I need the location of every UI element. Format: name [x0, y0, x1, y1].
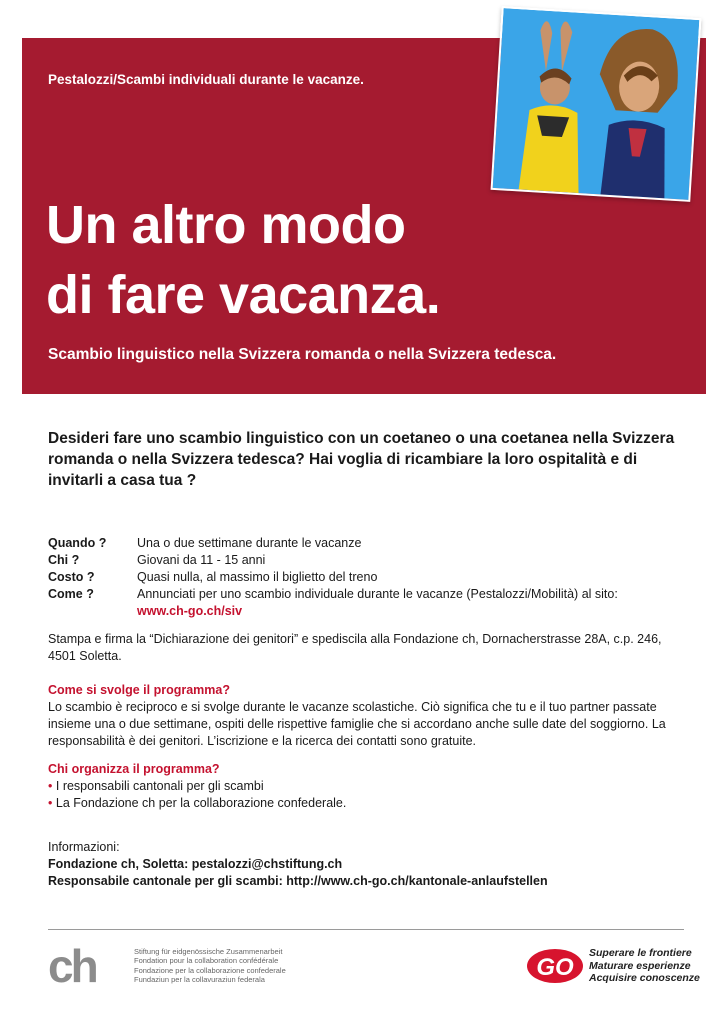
detail-row-chi — [48, 552, 688, 569]
detail-row-come — [48, 586, 688, 603]
foundation-names: Stiftung für eidgenössische Zusammenarbeit Fondation pour la collaboration confédérale Fondazione per la collaborazione confederale Fundaziun per la collavuraziun federala — [134, 947, 286, 984]
details-table — [48, 535, 688, 620]
registration-link[interactable]: www.ch-go.ch/siv — [137, 604, 243, 618]
detail-label: Quando ? — [48, 536, 107, 550]
photo-illustration — [493, 8, 700, 200]
detail-row-link — [48, 603, 688, 620]
two-teenagers-jumping-photo — [491, 6, 702, 202]
contact-foundation[interactable]: Fondazione ch, Soletta: pestalozzi@chstiftung.ch — [48, 857, 343, 871]
contact-cantonal[interactable]: Responsabile cantonale per gli scambi: http://www.ch-go.ch/kantonale-anlaufstellen — [48, 874, 548, 888]
program-subtitle: Pestalozzi/Scambi individuali durante le vacanze. — [48, 72, 364, 87]
contacts-label: Informazioni: — [48, 840, 120, 854]
organizza-item: • I responsabili cantonali per gli scambi — [48, 779, 264, 793]
programma-heading: Come si svolge il programma? — [48, 683, 230, 697]
contacts-section — [48, 839, 688, 890]
organizza-heading: Chi organizza il programma? — [48, 762, 220, 776]
go-logo-text: GO — [536, 954, 574, 981]
programma-section — [48, 682, 688, 750]
detail-value: Quasi nulla, al massimo il biglietto del treno — [137, 570, 378, 584]
detail-value: Una o due settimane durante le vacanze — [137, 536, 362, 550]
organizza-item: • La Fondazione ch per la collaborazione confederale. — [48, 796, 347, 810]
headline — [46, 190, 440, 330]
sign-note: Stampa e firma la “Dichiarazione dei genitori” e spediscila alla Fondazione ch, Dornacherstrasse 28A, c.p. 246, 4501 Soletta. — [48, 632, 662, 663]
detail-label: Costo ? — [48, 570, 95, 584]
lead-question: Desideri fare uno scambio linguistico con un coetaneo o una coetanea nella Svizzera romanda o nella Svizzera tedesca? Hai voglia di ricambiare la loro ospitalità e di invitarli a casa tua ? — [48, 430, 675, 489]
ch-logo — [48, 946, 124, 986]
detail-value: Annunciati per uno scambio individuale durante le vacanze (Pestalozzi/Mobilità) al sito: — [137, 587, 618, 601]
detail-label: Chi ? — [48, 553, 80, 567]
bullet-icon: • — [48, 779, 53, 793]
footer-divider — [48, 929, 684, 930]
programma-text: Lo scambio è reciproco e si svolge durante le vacanze scolastiche. Ciò significa che tu e il tuo partner passate insieme una o due settimane, ospiti delle rispettive famiglie che si accordano anche sulle date del soggiorno. La responsabilità è dei genitori. L’iscrizione e la ricerca dei contatti sono gratuite. — [48, 700, 666, 748]
detail-row-quando — [48, 535, 688, 552]
go-logo — [526, 948, 584, 984]
bullet-icon: • — [48, 796, 53, 810]
detail-value: Giovani da 11 - 15 anni — [137, 553, 266, 567]
go-slogan: Superare le frontiere Maturare esperienze Acquisire conoscenze — [589, 947, 700, 984]
ch-logo-text: ch — [48, 946, 96, 986]
tagline: Scambio linguistico nella Svizzera romanda o nella Svizzera tedesca. — [48, 346, 557, 363]
organizza-section — [48, 761, 688, 812]
headline-line-2: di fare vacanza. — [46, 265, 441, 325]
detail-label: Come ? — [48, 587, 94, 601]
detail-row-costo — [48, 569, 688, 586]
headline-line-1: Un altro modo — [46, 195, 406, 255]
